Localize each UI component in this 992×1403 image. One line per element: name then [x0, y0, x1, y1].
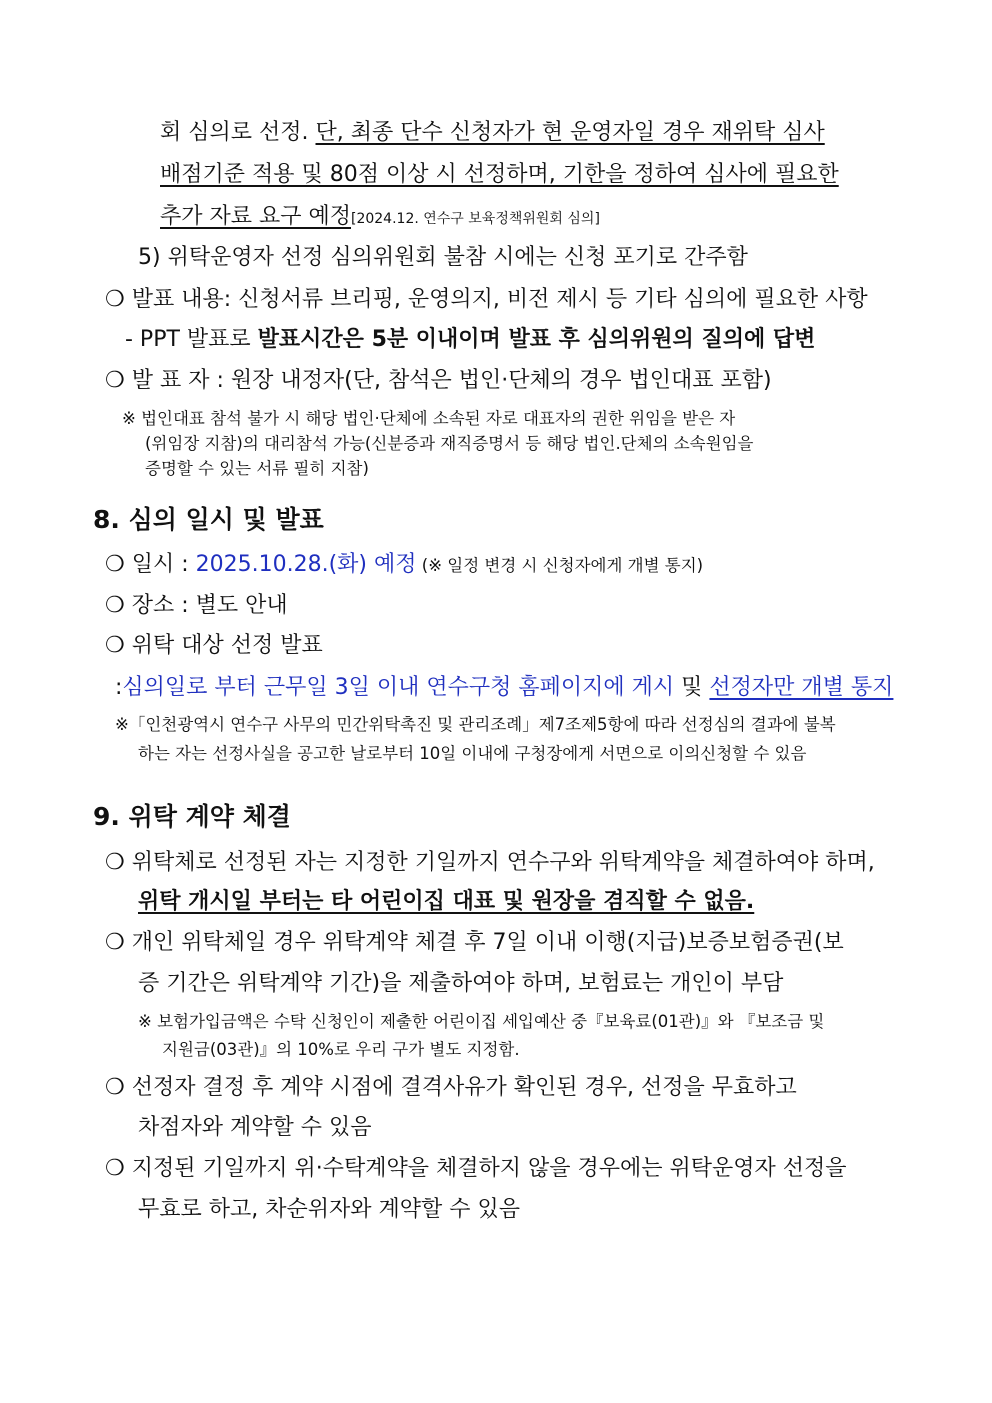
- ppt-note: [125, 322, 815, 353]
- presentation-content-item: [105, 282, 868, 313]
- bullet-icon: ❍: [105, 850, 125, 875]
- disqualify-text: 선정자 결정 후 계약 시점에 결격사유가 확인된 경우, 선정을 무효하고: [131, 1075, 797, 1100]
- criteria-line-1: [160, 115, 897, 146]
- announce-item: [105, 628, 323, 659]
- objection-note-line-1: ※「인천광역시 연수구 사무의 민간위탁촉진 및 관리조례」제7조제5항에 따라 선정심의 결과에 불복: [115, 715, 836, 734]
- insurance-note-line-1: ※ 보험가입금액은 수탁 신청인이 제출한 어린이집 세입예산 중『보육료(01관)』와 『보조금 및: [138, 1012, 825, 1031]
- contract-item-1-line-1: [105, 845, 875, 876]
- section-8-title: 8. 심의 일시 및 발표: [93, 505, 324, 534]
- bullet-icon: ❍: [105, 593, 125, 618]
- guarantee-text: 개인 위탁체일 경우 위탁계약 체결 후 7일 이내 이행(지급)보증보험증권(보: [131, 930, 844, 955]
- criteria-line-3: [160, 199, 600, 230]
- presenter-text: 발 표 자 : 원장 내정자(단, 참석은 법인·단체의 경우 법인대표 포함): [131, 368, 772, 393]
- announce-detail: [115, 670, 893, 701]
- contract-item-3-line-2: 차점자와 계약할 수 있음: [138, 1115, 372, 1140]
- criteria-reference: [2024.12. 연수구 보육정책위원회 심의]: [351, 211, 600, 227]
- bullet-icon: ❍: [105, 930, 125, 955]
- presenter-item: [105, 363, 772, 394]
- proxy-note-line-3: 증명할 수 있는 서류 필히 지참): [145, 459, 369, 478]
- contract-item-4-line-1: [105, 1151, 847, 1182]
- bullet-icon: ❍: [105, 368, 125, 393]
- announce-and-text: 및: [674, 675, 710, 700]
- objection-note-line-2: 하는 자는 선정사실을 공고한 날로부터 10일 이내에 구청장에게 서면으로 이의신청할 수 있음: [138, 744, 807, 763]
- criteria-line-2: 배점기준 적용 및 80점 이상 시 선정하며, 기한을 정하여 심사에 필요한: [160, 162, 839, 187]
- insurance-note-line-2: 지원금(03관)』의 10%로 우리 구가 별도 지정함.: [162, 1040, 520, 1059]
- contract-item-1-line-2: 위탁 개시일 부터는 타 어린이집 대표 및 원장을 겸직할 수 없음.: [138, 889, 755, 914]
- announce-posting-text: 심의일로 부터 근무일 3일 이내 연수구청 홈페이지에 게시: [122, 675, 675, 700]
- criteria-text: 회 심의로 선정.: [160, 120, 316, 145]
- section-9-title: 9. 위탁 계약 체결: [93, 802, 291, 831]
- bullet-icon: ❍: [105, 287, 125, 312]
- proxy-note-line-1: ※ 법인대표 참석 불가 시 해당 법인·단체에 소속된 자로 대표자의 권한 위임을 받은 자: [122, 409, 736, 428]
- schedule-note: (※ 일정 변경 시 신청자에게 개별 통지): [416, 556, 704, 575]
- announce-notify-text: 선정자만 개별 통지: [709, 675, 894, 700]
- ppt-bold-text: 발표시간은 5분 이내이며 발표 후 심의위원의 질의에 답변: [257, 327, 816, 352]
- item-5: 5) 위탁운영자 선정 심의위원회 불참 시에는 신청 포기로 간주함: [138, 245, 748, 270]
- presentation-content-text: 발표 내용: 신청서류 브리핑, 운영의지, 비전 제시 등 기타 심의에 필요한 사항: [131, 287, 868, 312]
- contract-item-4-line-2: 무효로 하고, 차순위자와 계약할 수 있음: [138, 1197, 520, 1222]
- announce-colon: :: [115, 675, 123, 700]
- place-item: [105, 588, 288, 619]
- deadline-text: 지정된 기일까지 위·수탁계약을 체결하지 않을 경우에는 위탁운영자 선정을: [131, 1156, 847, 1181]
- schedule-label: 일시 :: [131, 552, 196, 577]
- criteria-underlined-text: 단, 최종 단수 신청자가 현 운영자일 경우 재위탁 심사: [315, 120, 825, 145]
- schedule-date: 2025.10.28.(화) 예정: [195, 552, 417, 577]
- contract-item-2-line-1: [105, 925, 844, 956]
- contract-item-2-line-2: 증 기간은 위탁계약 기간)을 제출하여야 하며, 보험료는 개인이 부담: [138, 971, 784, 996]
- schedule-item: [105, 547, 703, 578]
- contract-text: 위탁체로 선정된 자는 지정한 기일까지 연수구와 위탁계약을 체결하여야 하며,: [131, 850, 875, 875]
- criteria-underlined-text: 추가 자료 요구 예정: [160, 204, 351, 229]
- bullet-icon: ❍: [105, 1075, 125, 1100]
- bullet-icon: ❍: [105, 1156, 125, 1181]
- proxy-note-line-2: (위임장 지참)의 대리참석 가능(신분증과 재직증명서 등 해당 법인.단체의 소속원임을: [145, 434, 754, 453]
- place-text: 장소 : 별도 안내: [131, 593, 288, 618]
- contract-item-3-line-1: [105, 1070, 797, 1101]
- ppt-text: - PPT 발표로: [125, 327, 258, 352]
- announce-text: 위탁 대상 선정 발표: [131, 633, 323, 658]
- bullet-icon: ❍: [105, 552, 125, 577]
- bullet-icon: ❍: [105, 633, 125, 658]
